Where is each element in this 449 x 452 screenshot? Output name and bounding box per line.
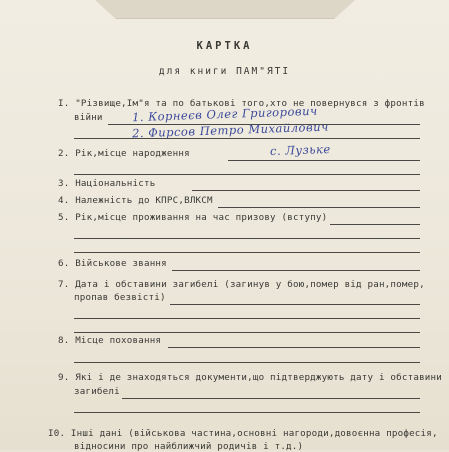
- field-7-label: 7. Дата і обставини загибелі (загинув у бою,помер від ран,помер,: [58, 279, 425, 290]
- field-7-line-2: [74, 318, 420, 319]
- field-3-line: [192, 190, 420, 191]
- field-9-label: 9. Які і де знаходяться документи,що підтверджують дату і обставини: [58, 372, 442, 383]
- field-7-line-3: [74, 332, 420, 333]
- field-2-label: 2. Рік,місце народження: [58, 148, 190, 159]
- field-5-line-3: [74, 252, 420, 253]
- field-10-label: І0. Інші дані (військова частина,основні нагороди,довоєнна професія,: [48, 428, 438, 439]
- field-7-label-cont: пропав безвісті): [74, 292, 166, 303]
- card-title: КАРТКА: [196, 40, 253, 52]
- field-9-label-cont: загибелі: [74, 386, 120, 397]
- field-6-line: [172, 270, 420, 271]
- handwritten-name-1: 1. Корнеєв Олег Григорович: [131, 103, 318, 125]
- handwritten-name-2: 2. Фирсов Петро Михайлович: [131, 119, 329, 141]
- torn-paper-edge: [95, 0, 355, 19]
- field-4-label: 4. Належність до КПРС,ВЛКСМ: [58, 195, 213, 206]
- field-5-line-1: [330, 224, 420, 225]
- field-4-line: [218, 207, 420, 208]
- field-5-label: 5. Рік,місце проживання на час призову (вступу): [58, 212, 328, 223]
- field-9-line-1: [122, 398, 420, 399]
- field-2-line-1: [228, 160, 420, 161]
- field-1-line-2: [74, 138, 420, 139]
- field-9-line-2: [74, 412, 420, 413]
- field-10-label-cont: відносини про найближчий родичів і т.д.): [74, 441, 304, 452]
- field-2-line-2: [74, 174, 420, 175]
- field-7-line-1: [170, 304, 420, 305]
- handwritten-birthplace: с. Лузьке: [269, 141, 331, 159]
- field-8-line-1: [168, 347, 420, 348]
- field-8-line-2: [74, 362, 420, 363]
- field-1-label-cont: війни: [74, 112, 103, 123]
- field-8-label: 8. Місце поховання: [58, 335, 162, 346]
- field-3-label: 3. Національність: [58, 178, 156, 189]
- card-subtitle: для книги ПАМ"ЯТІ: [158, 66, 291, 77]
- field-5-line-2: [74, 238, 420, 239]
- field-1-label: І. "Різвище,Ім"я та по батькові того,хто не повернувся з фронтів: [58, 98, 425, 109]
- field-6-label: 6. Військове звання: [58, 258, 167, 269]
